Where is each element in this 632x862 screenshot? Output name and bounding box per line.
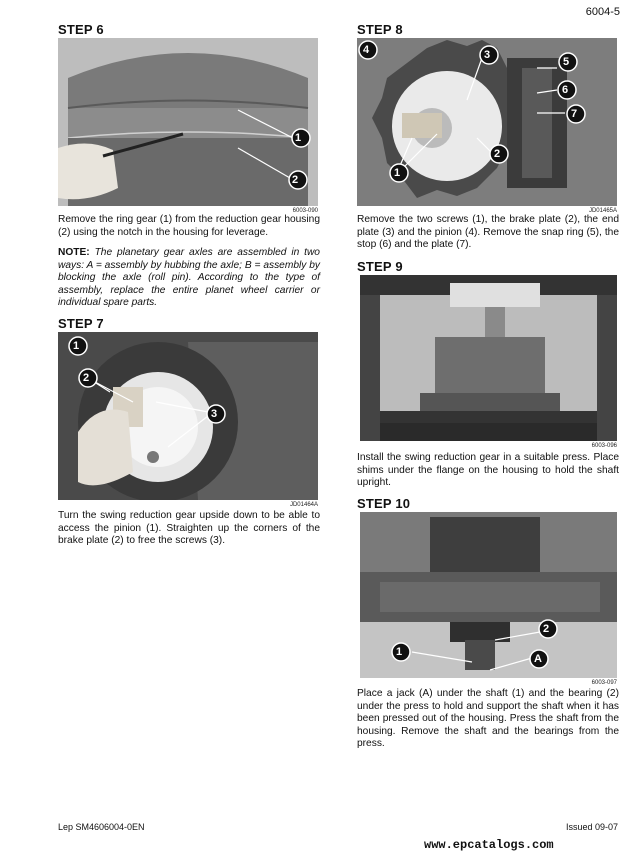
step8-callout-5: 5 bbox=[563, 56, 570, 68]
step8-callout-7: 7 bbox=[571, 108, 578, 120]
step7-text: Turn the swing reduction gear upside down to be able to access the pinion (1). Straighten up the corners of the brake plate (2) to free the screws (3). bbox=[58, 510, 320, 547]
step6-photo bbox=[58, 38, 318, 206]
step8-callout-2: 2 bbox=[494, 148, 501, 160]
step6-photo-code: 6003-090 bbox=[292, 208, 318, 214]
step7-photo-code: JD01464A bbox=[289, 502, 318, 508]
step8-text: Remove the two screws (1), the brake plate (2), the end plate (3) and the pinion (4). Remove the snap ring (5), the stop (6) and the plate (7). bbox=[357, 214, 619, 251]
step10-callout-A: A bbox=[534, 653, 542, 665]
step6-title: STEP 6 bbox=[58, 22, 104, 37]
step8-illustration bbox=[357, 38, 617, 206]
step8-photo-code: JD01465A bbox=[588, 208, 617, 214]
step9-text: Install the swing reduction gear in a suitable press. Place shims under the flange on the housing to hold the shaft upright. bbox=[357, 452, 619, 489]
step7-photo bbox=[58, 332, 318, 500]
step9-title: STEP 9 bbox=[357, 259, 403, 274]
step7-callout-1: 1 bbox=[73, 340, 80, 352]
step9-photo-code: 6003-096 bbox=[591, 443, 617, 449]
step6-text: Remove the ring gear (1) from the reduction gear housing (2) using the notch in the housing for leverage. bbox=[58, 214, 320, 238]
step7-illustration bbox=[58, 332, 318, 500]
step6-callout-2: 2 bbox=[292, 174, 299, 186]
note-label: NOTE: bbox=[58, 247, 90, 258]
step9-photo bbox=[360, 275, 617, 441]
step6-callout-1: 1 bbox=[295, 132, 302, 144]
step8-callout-6: 6 bbox=[562, 84, 569, 96]
step7-callout-3: 3 bbox=[211, 408, 218, 420]
page-number: 6004-5 bbox=[585, 6, 620, 18]
step8-callout-3: 3 bbox=[484, 49, 491, 61]
step10-callout-2: 2 bbox=[543, 623, 550, 635]
step8-title: STEP 8 bbox=[357, 22, 403, 37]
step8-photo bbox=[357, 38, 617, 206]
footer-doc-id: Lep SM4606004-0EN bbox=[58, 822, 145, 832]
step8-callout-4: 4 bbox=[363, 44, 370, 56]
step10-photo-code: 6003-097 bbox=[591, 680, 617, 686]
watermark: www.epcatalogs.com bbox=[424, 838, 554, 852]
step6-illustration bbox=[58, 38, 318, 206]
step8-callout-1: 1 bbox=[394, 167, 401, 179]
step10-title: STEP 10 bbox=[357, 496, 411, 511]
step7-callout-2: 2 bbox=[83, 372, 90, 384]
note-text: The planetary gear axles are assembled in two ways: A = assembly by hubbing the axle; B = assembly by blocking the axle (roll pin). According to the type of assembly, replace the entire planet wheel carrier or individual spare parts. bbox=[58, 247, 320, 309]
step7-title: STEP 7 bbox=[58, 316, 104, 331]
step10-photo bbox=[360, 512, 617, 678]
footer-issued: Issued 09-07 bbox=[566, 822, 619, 832]
step10-text: Place a jack (A) under the shaft (1) and the bearing (2) under the press to hold and support the shaft when it has been pressed out of the housing. Press the shaft from the housing. Remove the shaft and the bearings from the press. bbox=[357, 688, 619, 750]
step9-illustration bbox=[360, 275, 617, 441]
step6-note bbox=[58, 247, 320, 310]
step10-callout-1: 1 bbox=[396, 646, 403, 658]
